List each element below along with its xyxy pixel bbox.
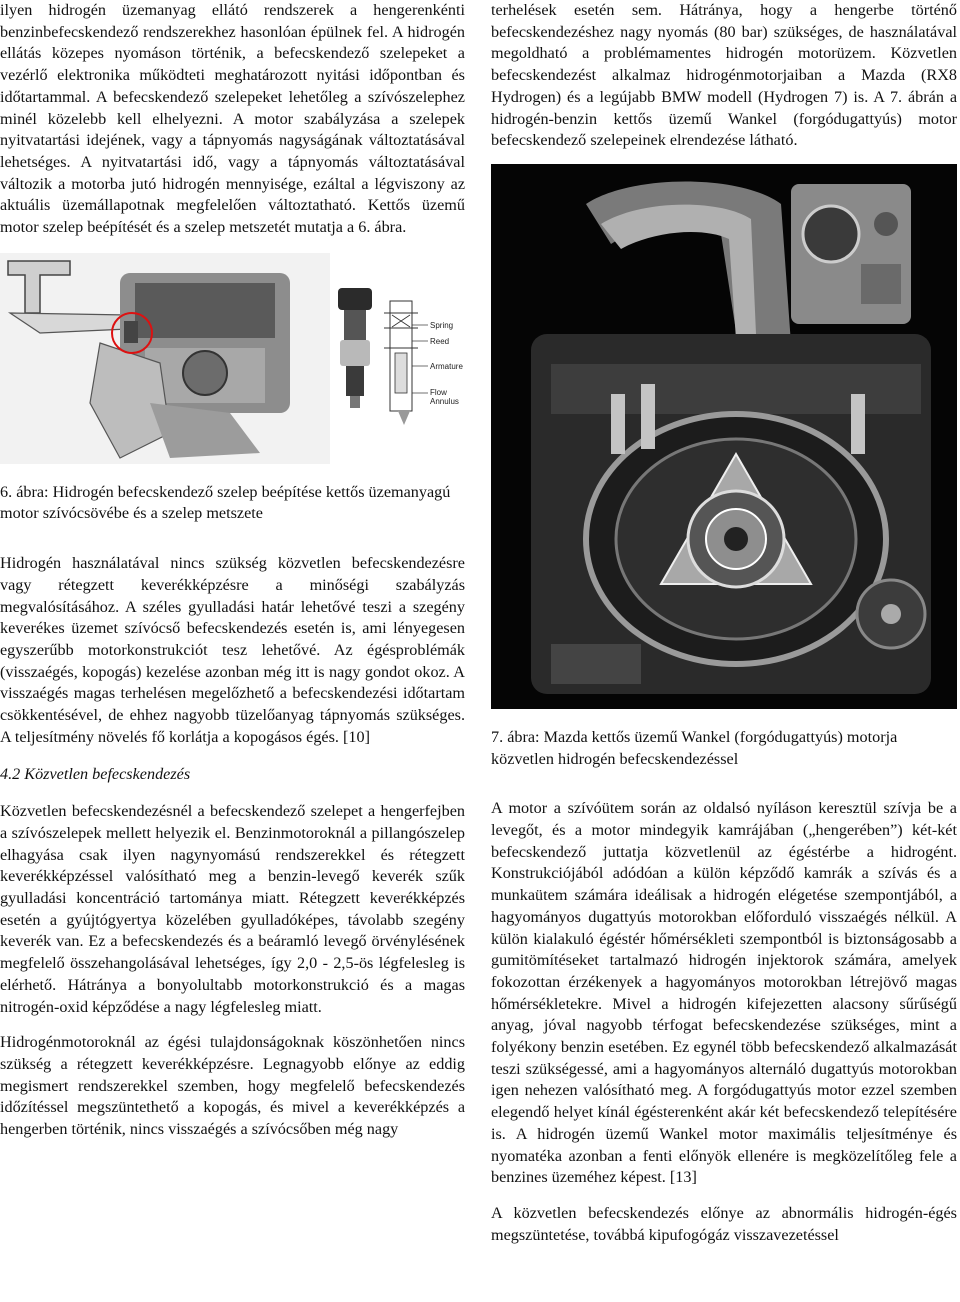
paragraph-direct-injection: Közvetlen befecskendezésnél a befecskendező szelepet a hengerfejben a szívószelepek mellett helyezik el. Benzinmotoroknál a pillangószelep elhagyása csak ilyen nagynyomású rendszerekkel és rétegzett keverékképzéssel valósítható meg a benzin-levegő keverék szűk gyulladási koncentráció tartománya miatt. Rétegzett keverékképzés esetén a gyújtógyertya közelében gyulladóképes, távolabb szegény keverék van. Ez a befecskendezés és a beáramló levegő örvénylésének megfelelő összehangolásával lehetséges, így 2,0 - 2,5-ös légfelesleg is elérhető. Hátránya a bonyolultabb motorkonstrukció és a magas nitrogén-oxid képződése a nagy légfelesleg miatt. <box>0 802 465 1016</box>
right-column <box>491 0 957 1246</box>
figure-6 <box>0 253 465 464</box>
figure-7 <box>491 164 957 709</box>
figure-6-image <box>0 253 465 464</box>
label-spring: Spring <box>430 320 454 330</box>
figure-7-caption: 7. ábra: Mazda kettős üzemű Wankel (forgódugattyús) motorja közvetlen hidrogén befecskendezéssel <box>491 727 898 768</box>
paragraph-hydrogen-engines: Hidrogénmotoroknál az égési tulajdonságoknak köszönhetően nincs szükség a rétegzett keverékképzésre. Legnagyobb előnye az eddig megismert rendszerekkel szemben, hogy megfelelő befecskendezés időzítéssel megszüntethető a kopogás, és mivel a keverékképzés a hengerben történik, nincs visszaégés a szívócsőben még nagy <box>0 1033 465 1139</box>
label-annulus: Annulus <box>430 396 459 406</box>
label-flow: Flow <box>430 387 447 397</box>
label-armature: Armature <box>430 361 463 371</box>
figure-7-image <box>491 164 957 709</box>
paragraph-hydrogen-use: Hidrogén használatával nincs szükség közvetlen befecskendezésre vagy rétegzett keverékképzésre a minőségi szabályzás megvalósításához. A széles gyulladási határ lehetővé teszi a szegény keverékes üzemet szívócső befecskendezés esetén is, ami lényegesen egyszerűbb motorkonstrukciót tesz lehetővé. Az égésproblémák (visszaégés, kopogás) kezelése azonban még itt is nagy gondot okoz. A visszaégés magas terhelésen megelőzhető a befecskendezési időtartam csökkentésével, de ehhez nagyobb tüzelőanyag tápnyomás szükséges. A teljesítmény növelés fő korlátja a kopogásos égés. [10] <box>0 554 465 746</box>
paragraph-high-pressure: terhelések esetén sem. Hátránya, hogy a hengerbe történő befecskendezéshez nagy nyomás (80 bar) szükséges, de használatával megoldható a problémamentes hidrogén motorüzem. Közvetlen befecskendezést alkalmaz hidrogénmotorjaiban a Mazda (RX8 Hydrogen) és a legújabb BMW modell (Hydrogen 7) is. A 7. ábrán a hidrogén-benzin kettős üzemű Wankel (forgódugattyús) motor befecskendező szelepeinek elrendezése látható. <box>491 1 957 150</box>
left-column <box>0 0 465 1141</box>
paragraph-injection-systems: ilyen hidrogén üzemanyag ellátó rendszerek a hengerenkénti benzinbefecskendező rendszerekhez hasonlóan épülnek fel. A hidrogén ellátás közepes nyomáson történik, a befecskendező szelepeket a vezérlő elektronika működteti meghatározott nyitási időpontban és időtartammal. A befecskendező szelepeket lehetőleg a szívószelephez minél közelebb kell elhelyezni. A motor szabályzása a szelepek nyitvatartási idejének, vagy a tápnyomás nagyságának változtatásával lehetséges. A nyitvatartási idő, vagy a tápnyomás változtatásával változik a motorba jutó hidrogén mennyisége, ezáltal a légviszony az aktuális üzemállapotnak megfelelően változtatható. Kettős üzemű motor szelep beépítését és a szelep metszetét mutatja a 6. ábra. <box>0 1 465 237</box>
section-heading: 4.2 Közvetlen befecskendezés <box>0 765 191 784</box>
figure-6-caption: 6. ábra: Hidrogén befecskendező szelep beépítése kettős üzemanyagú motor szívócsövébe és a szelep metszete <box>0 482 451 523</box>
paragraph-direct-advantage: A közvetlen befecskendezés előnye az abnormális hidrogén-égés megszüntetése, továbbá kipufogógáz visszavezetéssel <box>491 1203 957 1244</box>
paragraph-intake-stroke: A motor a szívóütem során az oldalsó nyíláson keresztül szívja be a levegőt, és a motor mindegyik kamrájában („hengerében”) két-két befecskendező juttatja közvetlenül az égéstérbe a hidrogént. Konstrukciójából adódóan a külön képződő kamrák a szívás és a munkaütem számára ideálisak a hidrogén elégetése szempontjából, a hagyományos dugattyús motorokban előforduló visszaégés nélkül. A külön kialakuló égéstér hőmérsékleti szempontból is biztonságosabb a gumitömítéseket tartalmazó hidrogén injektorok számára, amelyek fokozottan érzékenyek a hagyományos motorokban létrejövő magas hőmérsékletekre. Mivel a hidrogén kifejezetten alacsony sűrűségű anyag, jóval nagyobb térfogat befecskendezése szükséges, mint a folyékony benzin esetében. Ez egynél több befecskendező alkalmazását teszi szükségessé, ami a hagyományos alternáló dugattyús motorokban igen nehezen valósítható meg. A forgódugattyús motor ezzel szemben elegendő helyet kínál égésterenként akár két befecskendező telepítésére is. A hidrogén üzemű Wankel motor maximális teljesítménye és nyomatéka azonban a fenti előnyök ellenére is megközelítőleg fele a benzines üzeméhez képest. [13] <box>491 799 957 1187</box>
label-reed: Reed <box>430 336 450 346</box>
